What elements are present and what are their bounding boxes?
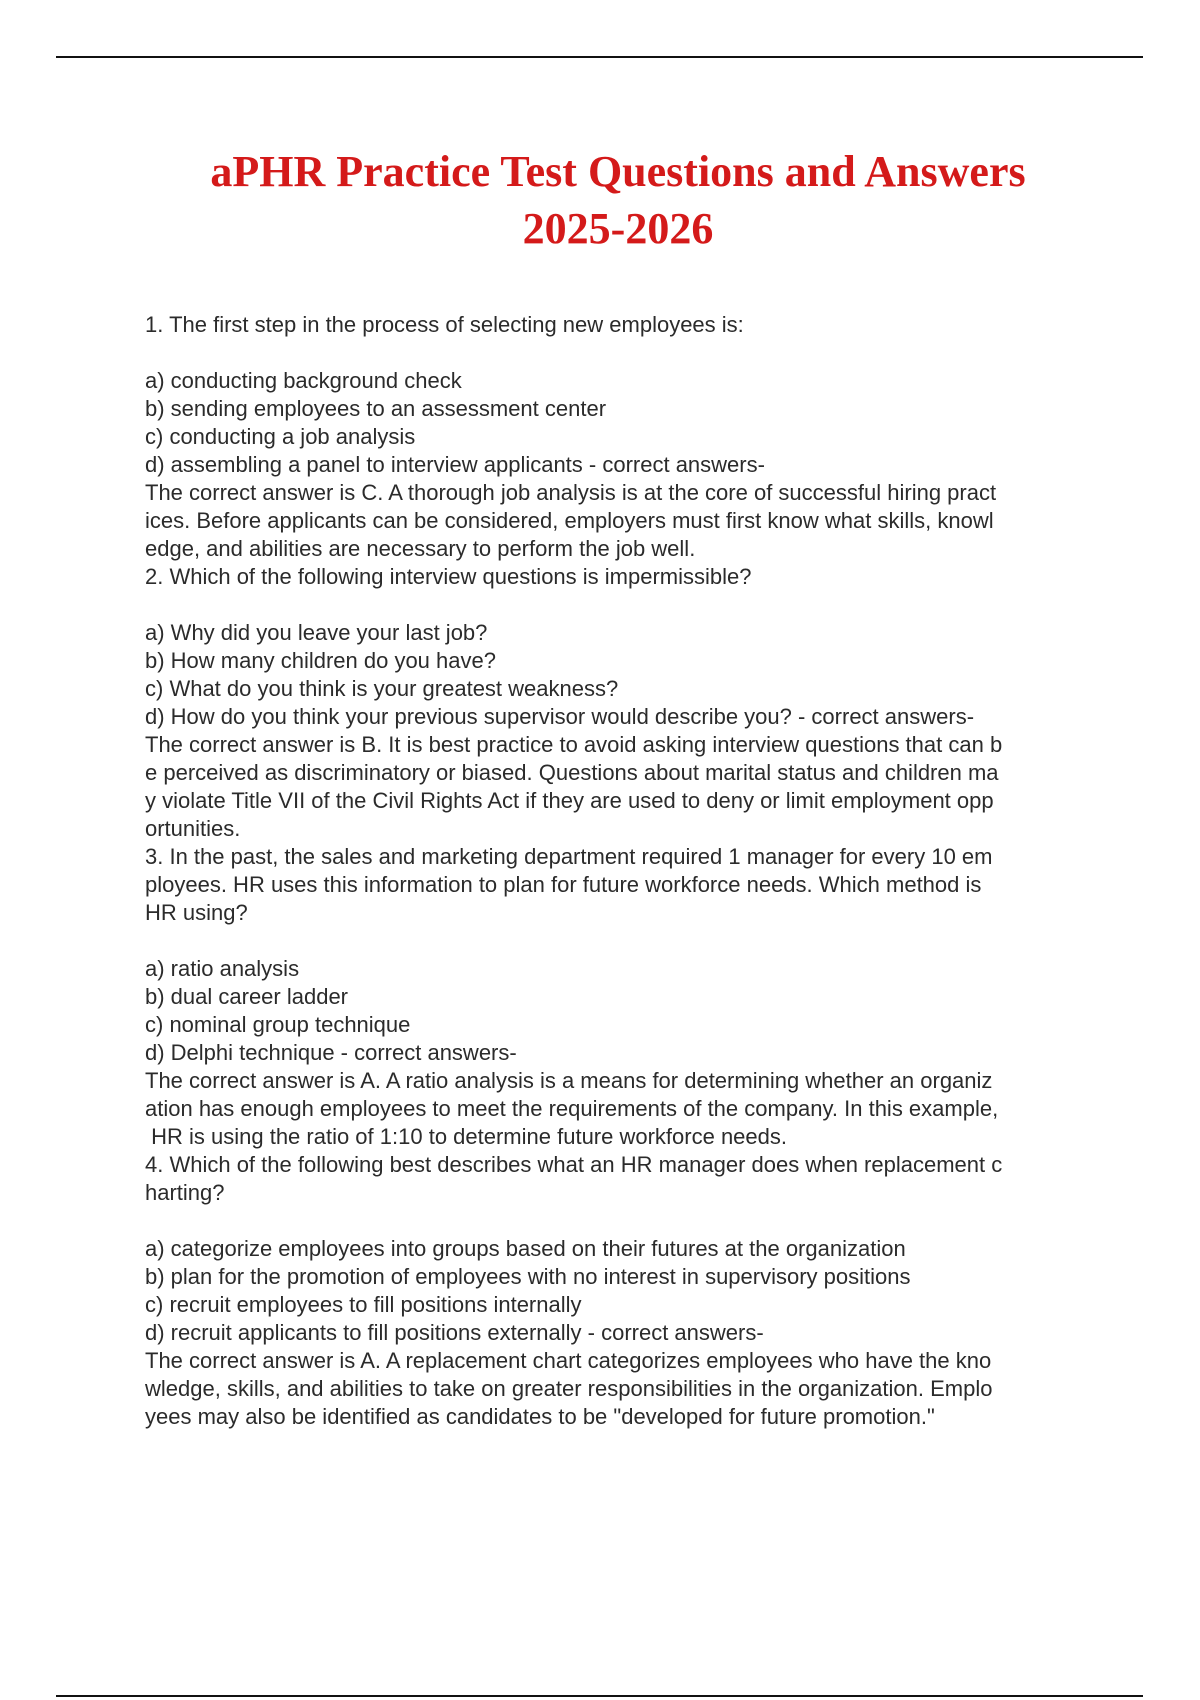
page-title-line: 2025-2026 [522,204,714,253]
text-line: c) What do you think is your greatest weakness? [145,676,619,701]
text-line: 1. The first step in the process of selecting new employees is: [145,312,744,337]
text-line: b) plan for the promotion of employees with no interest in supervisory positions [145,1264,911,1289]
text-line: HR is using the ratio of 1:10 to determine future workforce needs. [145,1124,787,1149]
text-line: a) Why did you leave your last job? [145,620,488,645]
text-line: The correct answer is B. It is best practice to avoid asking interview questions that can b [145,732,1003,757]
blank-line [145,927,1095,955]
text-line: d) recruit applicants to fill positions externally - correct answers- [145,1320,764,1345]
text-line: ployees. HR uses this information to plan for future workforce needs. Which method is [145,872,982,897]
text-line: edge, and abilities are necessary to perform the job well. [145,536,696,561]
text-line: 2. Which of the following interview questions is impermissible? [145,564,752,589]
text-line: e perceived as discriminatory or biased. Questions about marital status and children ma [145,760,999,785]
text-line: c) conducting a job analysis [145,424,416,449]
blank-line [145,591,1095,619]
text-line: d) assembling a panel to interview applicants - correct answers- [145,452,765,477]
text-line: d) How do you think your previous supervisor would describe you? - correct answers- [145,704,975,729]
text-line: The correct answer is A. A replacement chart categorizes employees who have the kno [145,1348,992,1373]
text-line: a) conducting background check [145,368,462,393]
top-rule [56,56,1143,58]
text-line: a) categorize employees into groups based on their futures at the organization [145,1236,906,1261]
document-body [145,311,1095,1431]
text-line: y violate Title VII of the Civil Rights Act if they are used to deny or limit employment opp [145,788,994,813]
text-line: harting? [145,1180,225,1205]
page-title-line: aPHR Practice Test Questions and Answers [210,147,1026,196]
text-line: a) ratio analysis [145,956,300,981]
text-line: ices. Before applicants can be considered, employers must first know what skills, knowl [145,508,994,533]
bottom-rule [56,1695,1143,1697]
text-line: HR using? [145,900,248,925]
blank-line [145,1207,1095,1235]
blank-line [145,339,1095,367]
page-title [0,143,1200,257]
text-line: b) How many children do you have? [145,648,496,673]
text-line: wledge, skills, and abilities to take on greater responsibilities in the organization. Emplo [145,1376,993,1401]
text-line: b) dual career ladder [145,984,349,1009]
text-line: The correct answer is C. A thorough job analysis is at the core of successful hiring pract [145,480,997,505]
text-line: ation has enough employees to meet the requirements of the company. In this example, [145,1096,999,1121]
text-line: 3. In the past, the sales and marketing department required 1 manager for every 10 em [145,844,993,869]
text-line: c) recruit employees to fill positions internally [145,1292,582,1317]
text-line: yees may also be identified as candidates to be "developed for future promotion." [145,1404,935,1429]
text-line: b) sending employees to an assessment center [145,396,607,421]
text-line: ortunities. [145,816,241,841]
text-line: The correct answer is A. A ratio analysis is a means for determining whether an organiz [145,1068,993,1093]
text-line: c) nominal group technique [145,1012,411,1037]
text-line: 4. Which of the following best describes what an HR manager does when replacement c [145,1152,1003,1177]
text-line: d) Delphi technique - correct answers- [145,1040,517,1065]
